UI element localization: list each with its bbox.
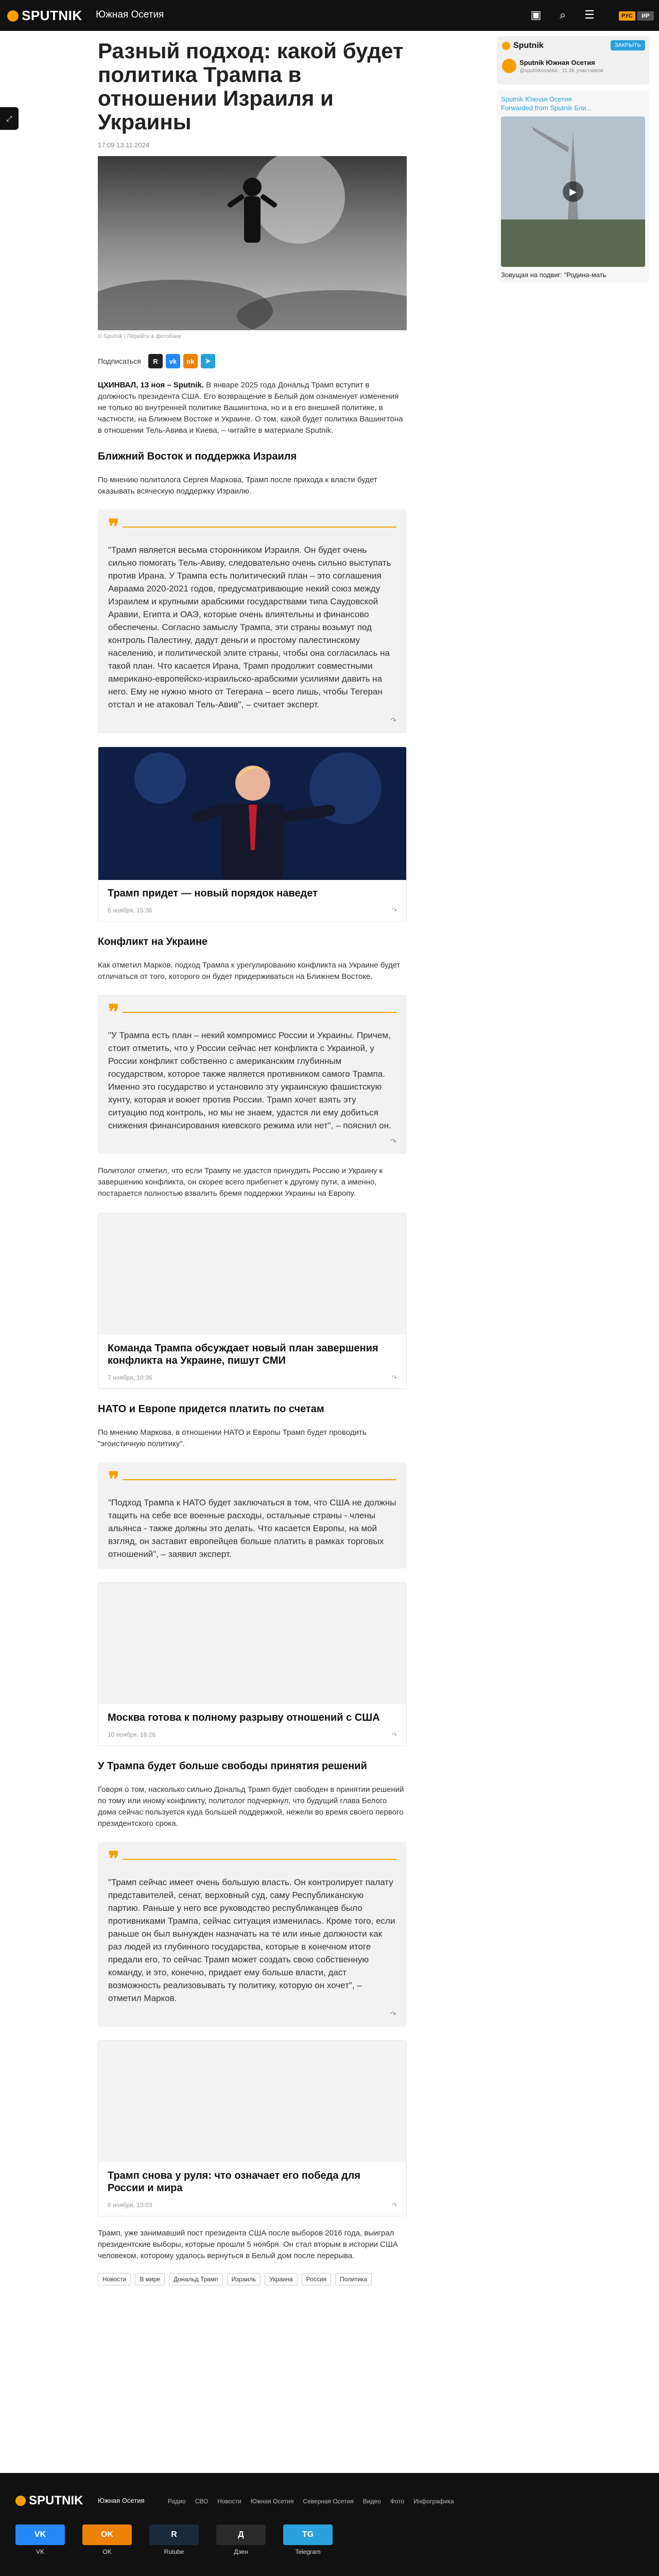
- region-label[interactable]: Южная Осетия: [96, 9, 164, 20]
- section-title: У Трампа будет больше свободы принятия решений: [98, 1760, 367, 1772]
- post-text: Зовущая на подвиг: "Родина-мать: [501, 271, 606, 279]
- telegram-header: [497, 36, 649, 84]
- social-telegram[interactable]: TG Telegram: [283, 2524, 333, 2555]
- tag[interactable]: Новости: [98, 2273, 131, 2285]
- dzen-icon: Д: [216, 2524, 266, 2545]
- telegram-icon[interactable]: ➤: [201, 354, 215, 368]
- tag[interactable]: Израиль: [227, 2273, 261, 2285]
- related-card[interactable]: [98, 747, 407, 922]
- social-rutube[interactable]: R Rutube: [149, 2524, 199, 2555]
- footer-nav-item[interactable]: Видео: [362, 2498, 381, 2505]
- search-icon[interactable]: ⌕: [559, 8, 566, 21]
- top-navbar: [0, 0, 659, 31]
- footer-nav-item[interactable]: Северная Осетия: [303, 2498, 354, 2505]
- share-icon[interactable]: ↷: [391, 1374, 397, 1381]
- card-date: 6 ноября, 15:36: [108, 907, 152, 914]
- related-card[interactable]: [98, 1582, 407, 1746]
- social-vk[interactable]: VK VK: [15, 2524, 65, 2555]
- ok-icon: OK: [82, 2524, 132, 2545]
- card-date: 7 ноября, 10:36: [108, 1374, 152, 1381]
- article-date: 17:09 13.11.2024: [98, 141, 150, 149]
- paragraph: Трамп, уже занимавший пост президента США после выборов 2016 года, выиграл президентские выборы, которые прошли 5 ноября. Он стал вторым в истории США человеком, которому удалось вернуться в Белый дом после перерыва.: [98, 2229, 398, 2260]
- sputnik-logo[interactable]: SPUTNIK: [7, 8, 82, 24]
- share-bar: [98, 354, 407, 368]
- hero-image: [98, 156, 407, 330]
- paragraph: Политолог отметил, что если Трампу не удастся принудить Россию и Украину к завершению конфликта, он скорее всего прибегнет к другому пути, а именно, постарается полностью взвалить бремя поддержки Украины на Европу.: [98, 1166, 383, 1198]
- tv-icon[interactable]: ▣: [530, 8, 542, 21]
- footer-nav-item[interactable]: Южная Осетия: [250, 2498, 294, 2505]
- rutube-icon[interactable]: R: [148, 354, 163, 368]
- lead-dateline: ЦХИНВАЛ, 13 ноя – Sputnik.: [98, 381, 204, 389]
- quote-block: [98, 1842, 407, 2027]
- social-ok[interactable]: OK OK: [82, 2524, 132, 2555]
- card-title[interactable]: Москва готова к полному разрыву отношений с США: [108, 1712, 380, 1723]
- post-forwarded[interactable]: Forwarded from Sputnik Бли...: [501, 104, 592, 112]
- post-video[interactable]: [501, 116, 645, 267]
- share-icon[interactable]: ↷: [391, 907, 397, 914]
- quote-block: [98, 1462, 407, 1569]
- related-card[interactable]: [98, 1213, 407, 1389]
- vk-icon[interactable]: vk: [166, 354, 180, 368]
- channel-name[interactable]: Sputnik Южная Осетия: [519, 59, 595, 66]
- section-title: Ближний Восток и поддержка Израиля: [98, 451, 297, 462]
- channel-meta: @sputnikossetia · 11.3K участников: [519, 68, 603, 74]
- expand-icon: ⤢: [6, 114, 12, 123]
- quote-icon: ❞: [108, 515, 119, 539]
- section-title: НАТО и Европе придется платить по счетам: [98, 1403, 324, 1415]
- card-date: 10 ноября, 16:26: [108, 1731, 156, 1738]
- tag[interactable]: Россия: [302, 2273, 331, 2285]
- footer-nav-item[interactable]: Инфографика: [413, 2498, 454, 2505]
- paragraph: По мнению политолога Сергея Маркова, Трамп после прихода к власти будет оказывать всяческую поддержку Израилю.: [98, 476, 377, 496]
- share-icon[interactable]: ↷: [391, 1731, 397, 1738]
- footer-nav-item[interactable]: Фото: [390, 2498, 405, 2505]
- card-image: [98, 1213, 406, 1335]
- avatar: [502, 59, 516, 73]
- share-icon[interactable]: ↷: [390, 2010, 396, 2018]
- tag-list: [98, 2273, 407, 2285]
- image-caption[interactable]: © Sputnik / Перейти в фотобанк: [98, 333, 181, 340]
- lead-paragraph: ЦХИНВАЛ, 13 ноя – Sputnik. В январе 2025 года Дональд Трамп вступит в должность президента США. Его возвращение в Белый дом ознаменует изменения не только во внутренней политике Вашингтона, но и в его внешней политике, в частности, на Ближнем Востоке и Украине. О том, какой будет политика Вашингтона в отношении Тель-Авива и Киева, – читайте в материале Sputnik.: [98, 381, 403, 435]
- card-date: 6 ноября, 13:03: [108, 2201, 152, 2209]
- footer-logo[interactable]: SPUTNIK: [15, 2494, 83, 2508]
- post-author[interactable]: Sputnik Южная Осетия: [501, 95, 572, 103]
- page-title: Разный подход: какой будет политика Трампа в отношении Израиля и Украины: [98, 39, 404, 134]
- social-links: [15, 2524, 333, 2555]
- card-image: [98, 2041, 406, 2162]
- lang-ru-button[interactable]: РУС: [619, 11, 635, 21]
- subscribe-label: Подписаться: [98, 357, 141, 365]
- quote-text: "Подход Трампа к НАТО будет заключаться в том, что США не должны тащить на себе все военные расходы, остальные страны - члены альянса - также должны это делать. Что касается Европы, на мой взгляд, он заставит европейцев больше платить в рамках торговых отношений", – заявил эксперт.: [108, 1498, 396, 1559]
- paragraph: Как отметил Марков, подход Трампа к урегулированию конфликта на Украине будет отличаться от того, которого он будет придерживаться на Ближнем Востоке.: [98, 961, 401, 981]
- footer-region: Южная Осетия: [98, 2497, 145, 2504]
- quote-icon: ❞: [108, 1847, 119, 1871]
- rutube-icon: R: [149, 2524, 199, 2545]
- footer-nav-item[interactable]: СВО: [195, 2498, 209, 2505]
- quote-block: [98, 510, 407, 733]
- telegram-widget: [497, 36, 649, 283]
- footer: [0, 2473, 659, 2576]
- card-title[interactable]: Трамп снова у руля: что означает его победа для России и мира: [108, 2170, 361, 2194]
- related-card[interactable]: [98, 2040, 407, 2216]
- article: [98, 31, 407, 2285]
- quote-text: "У Трампа есть план – некий компромисс России и Украины. Причем, стоит отметить, что у России сейчас нет конфликта с Украиной, у России конфликт собственно с американским глубинным государством, которое также является противником самого Трампа. Именно это государство и установило эту украинскую фашистскую хунту, которая и воюет против России. Трамп хочет взять эту ситуацию под контроль, но мы не знаем, удастся ли ему добиться снижения финансирования киевского режима или нет", – пояснил он.: [108, 1030, 391, 1130]
- footer-nav-item[interactable]: Новости: [217, 2498, 241, 2505]
- telegram-icon: TG: [283, 2524, 333, 2545]
- tag[interactable]: Украина: [265, 2273, 298, 2285]
- vk-icon: VK: [15, 2524, 65, 2545]
- card-title[interactable]: Трамп придет — новый порядок наведет: [108, 888, 318, 899]
- section-title: Конфликт на Украине: [98, 936, 208, 947]
- card-image: [98, 1583, 406, 1704]
- quote-icon: ❞: [108, 1467, 119, 1492]
- telegram-post: [497, 91, 649, 283]
- side-panel-toggle[interactable]: [0, 107, 19, 130]
- telegram-subscribe-button[interactable]: ЗАКРЫТЬ: [611, 40, 645, 50]
- footer-nav: [168, 2498, 454, 2505]
- tag[interactable]: Дональд Трамп: [169, 2273, 223, 2285]
- paragraph: Говоря о том, насколько сильно Дональд Трамп будет свободен в принятии решений по тому или иному конфликту, политолог подчеркнул, что будущий глава Белого дома сейчас пользуется куда большей поддержкой, нежели во время своего первого президентского срока.: [98, 1785, 404, 1828]
- footer-nav-item[interactable]: Радио: [168, 2498, 186, 2505]
- paragraph: По мнению Маркова, в отношении НАТО и Европы Трамп будет проводить "эгоистичную политику".: [98, 1428, 367, 1448]
- widget-brand: Sputnik: [502, 41, 644, 50]
- share-icon[interactable]: ↷: [390, 1137, 396, 1145]
- menu-icon[interactable]: ☰: [584, 8, 595, 21]
- quote-text: "Трамп сейчас имеет очень большую власть. Он контролирует палату представителей, сенат, верховный суд, саму Республиканскую партию. Раньше у него все руководство республиканцев было противниками Трампа, сейчас ситуация изменилась. Кроме того, если раньше он был вынужден назначать на те или иные должности как раз людей из глубинного государства, которые в конечном итоге предали его, то сейчас Трамп может создать свою собственную команду, и это, конечно, придает ему больше власти, даст возможность реализовывать ту политику, которую он хочет", – отметил Марков.: [108, 1877, 395, 2003]
- lang-os-button[interactable]: ИР: [637, 11, 654, 21]
- card-title[interactable]: Команда Трампа обсуждает новый план завершения конфликта на Украине, пишут СМИ: [108, 1343, 378, 1366]
- card-image: [98, 747, 406, 880]
- quote-block: [98, 995, 407, 1154]
- play-icon[interactable]: ▶: [563, 181, 583, 202]
- quote-text: "Трамп является весьма сторонником Израиля. Он будет очень сильно помогать Тель-Авиву, следовательно очень сильно выступать против Ирана. У Трампа есть политический план – это соглашения Авраама 2020-2021 годов, предусматривающие некий союз между Израилем и крупными арабскими государствами типа Саудовской Аравии, Египта и ОАЭ, которые очень влиятельны и финансово обеспечены. Согласно замыслу Трампа, эти страны возьмут под контроль Палестину, дадут деньги и простому палестинскому населению, и политической элите страны, чтобы она согласилась на такой план. Что касается Ирана, Трамп продолжит совместными американо-европейско-израильско-арабскими усилиями давить на него. Ему не нужно много от Тегерана – всего лишь, чтобы Тегеран отстал и не атаковал Тель-Авив", – считает эксперт.: [108, 545, 391, 709]
- share-icon[interactable]: ↷: [390, 716, 396, 724]
- quote-icon: ❞: [108, 1000, 119, 1024]
- tag[interactable]: В мире: [135, 2273, 165, 2285]
- ok-icon[interactable]: ok: [183, 354, 198, 368]
- share-icon[interactable]: ↷: [391, 2201, 397, 2209]
- tag[interactable]: Политика: [335, 2273, 372, 2285]
- social-dzen[interactable]: Д Дзен: [216, 2524, 266, 2555]
